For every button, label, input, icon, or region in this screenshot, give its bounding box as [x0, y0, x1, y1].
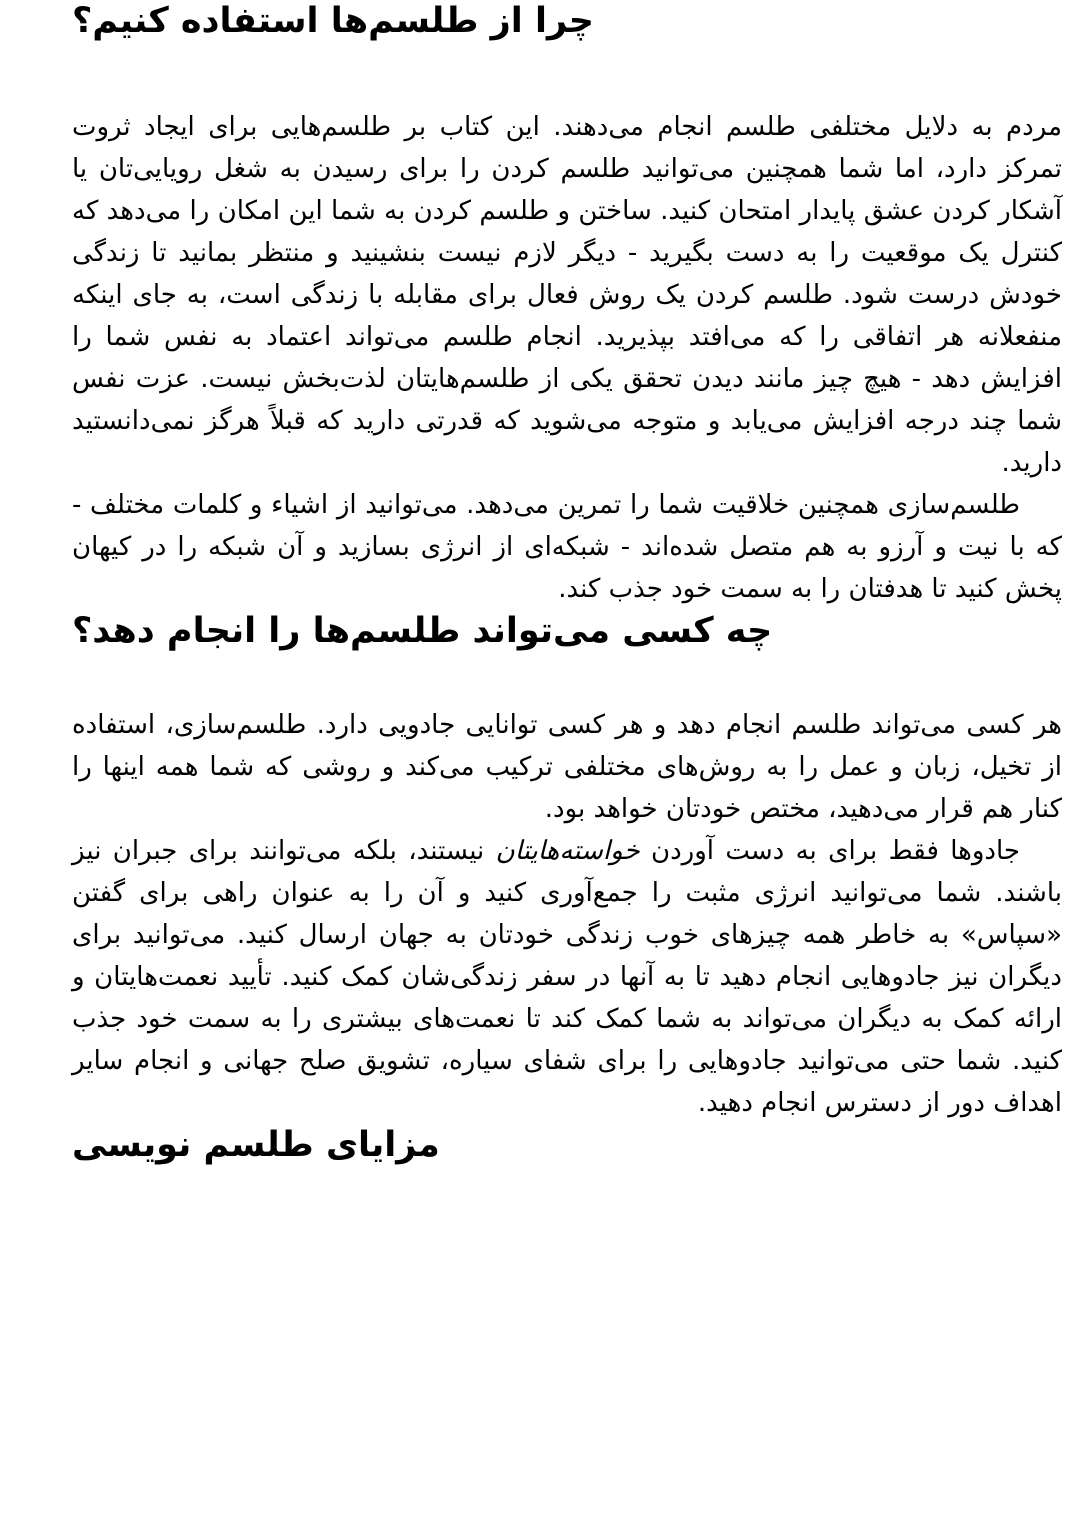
- heading-who-can-cast: چه کسی می‌تواند طلسم‌ها را انجام دهد؟: [72, 610, 773, 651]
- paragraph-text-pre: جادوها فقط برای به دست آوردن: [639, 835, 1020, 866]
- section-body-who-can-cast: [72, 704, 1062, 1124]
- section-body-why-use-spells: [72, 106, 1062, 610]
- paragraph-reasons-for-spells: مردم به دلایل مختلفی طلسم انجام می‌دهند. این کتاب بر طلسم‌هایی برای ایجاد ثروت تمرکز دارد، اما شما همچنین می‌توانید طلسم کردن را برای رسیدن به شغل رویایی‌تان یا آشکار کردن عشق پایدار امتحان کنید. ساختن و طلسم کردن به شما این امکان را می‌دهد که کنترل یک موقعیت را به دست بگیرید - دیگر لازم نیست بنشینید و منتظر بمانید تا زندگی خودش درست شود. طلسم کردن یک روش فعال برای مقابله با زندگی است، به جای اینکه منفعلانه هر اتفاقی را که می‌افتد بپذیرید. انجام طلسم می‌تواند اعتماد به نفس شما را افزایش دهد - هیچ چیز مانند دیدن تحقق یکی از طلسم‌هایتان لذت‌بخش نیست. عزت نفس شما چند درجه افزایش می‌یابد و متوجه می‌شوید که قدرتی دارید که قبلاً هرگز نمی‌دانستید دارید.: [72, 111, 1062, 478]
- paragraph-text-post: نیستند، بلکه می‌توانند برای جبران نیز باشند. شما می‌توانید انرژی مثبت را جمع‌آوری کنید و آن را به عنوان راهی برای گفتن «سپاس» به خاطر همه چیزهای خوب زندگی خودتان به جهان ارسال کنید. می‌توانید برای دیگران نیز جادوهایی انجام دهید تا به آنها در سفر زندگی‌شان کمک کنید. تأیید نعمت‌هایتان و ارائه کمک به دیگران می‌تواند به شما کمک کند تا نعمت‌های بیشتری را به سمت خود جذب کنید. شما حتی می‌توانید جادوهایی را برای شفای سیاره، تشویق صلح جهانی و انجام سایر اهداف دور از دسترس انجام دهید.: [72, 835, 1062, 1118]
- text-column: [72, 0, 1062, 1167]
- paragraph-creativity: طلسم‌سازی همچنین خلاقیت شما را تمرین می‌دهد. می‌توانید از اشیاء و کلمات مختلف - که با نیت و آرزو به هم متصل شده‌اند - شبکه‌ای از انرژی بسازید و آن شبکه را در کیهان پخش کنید تا هدفتان را به سمت خود جذب کند.: [72, 489, 1062, 604]
- paragraph-magic-purposes: [72, 830, 1062, 1124]
- heading-why-use-spells: چرا از طلسم‌ها استفاده کنیم؟: [72, 1, 594, 41]
- emphasized-word: خواسته‌هایتان: [495, 835, 640, 866]
- paragraph-anyone-can-cast: هر کسی می‌تواند طلسم انجام دهد و هر کسی توانایی جادویی دارد. طلسم‌سازی، استفاده از تخیل، زبان و عمل را به روش‌های مختلفی ترکیب می‌کند و روشی که شما همه اینها را کنار هم قرار می‌دهید، مختص خودتان خواهد بود.: [72, 709, 1062, 824]
- heading-benefits-of-spell-writing: مزایای طلسم نویسی: [72, 1124, 440, 1165]
